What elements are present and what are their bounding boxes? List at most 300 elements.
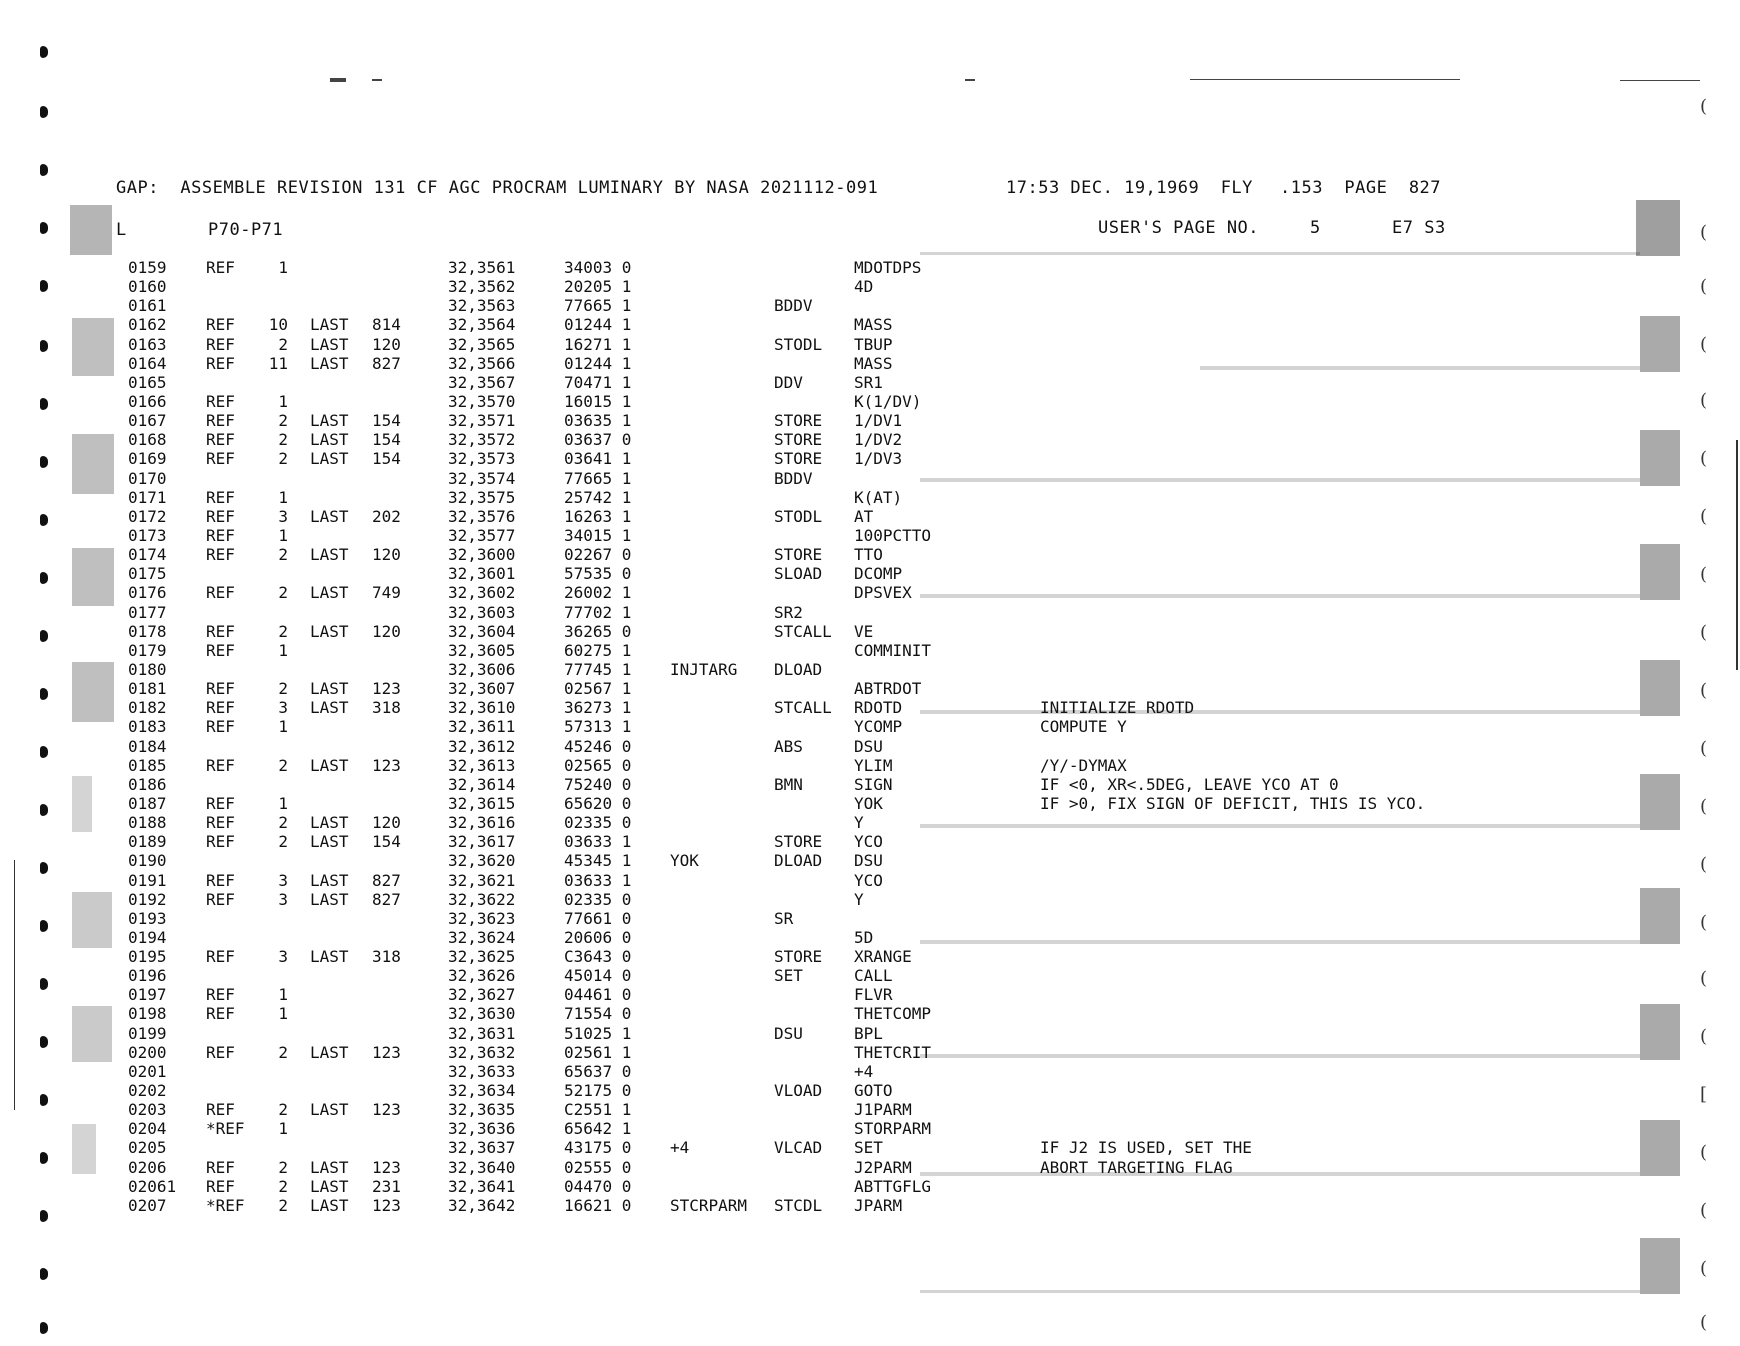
octal-code: 77702 1 [564, 602, 632, 622]
line-number: 0166 [128, 391, 167, 411]
binder-hole [40, 164, 48, 176]
opcode: BDDV [774, 468, 813, 488]
ref-flag: REF [206, 698, 235, 718]
right-margin-mark: ( [1700, 1026, 1708, 1047]
ref-count: 1 [278, 258, 288, 277]
address: 32,3570 [448, 391, 516, 411]
operand: J1PARM [854, 1100, 912, 1120]
ref-flag: REF [206, 1100, 235, 1120]
last-label: LAST [310, 870, 349, 890]
right-margin-mark: ( [1700, 506, 1708, 527]
ref-count: 2 [278, 449, 288, 469]
opcode: STCDL [774, 1195, 823, 1215]
opcode: SLOAD [774, 564, 823, 584]
scan-noise [1200, 366, 1640, 370]
address: 32,3562 [448, 277, 516, 297]
line-number: 0189 [128, 832, 167, 852]
ref-flag: REF [206, 334, 235, 354]
octal-code: C3643 0 [564, 947, 632, 967]
address: 32,3610 [448, 698, 516, 718]
ref-flag: REF [206, 832, 235, 852]
operand: DSU [854, 736, 883, 756]
address: 32,3635 [448, 1100, 516, 1120]
ref-flag: REF [206, 411, 235, 431]
opcode: STCALL [774, 698, 832, 718]
comment: IF <0, XR<.5DEG, LEAVE YCO AT 0 [1040, 774, 1339, 794]
right-margin-mark: ( [1700, 390, 1708, 411]
ref-flag: REF [206, 545, 235, 565]
ref-count: 2 [278, 430, 288, 450]
ref-count: 1 [278, 985, 288, 1005]
user-page-number: 5 [1310, 218, 1321, 238]
octal-code: 16271 1 [564, 334, 632, 354]
address: 32,3605 [448, 640, 516, 660]
ref-count: 3 [278, 947, 288, 967]
line-number: 0192 [128, 889, 167, 909]
octal-code: 03633 1 [564, 870, 632, 890]
ref-flag: REF [206, 717, 235, 737]
opcode: ABS [774, 736, 803, 756]
operand: Y [854, 813, 864, 833]
ref-count: 1 [278, 717, 288, 737]
address: 32,3630 [448, 1004, 516, 1024]
listing-row [0, 315, 1740, 334]
binder-hole [40, 398, 48, 410]
binder-hole [40, 1152, 48, 1164]
operand: YCO [854, 832, 883, 852]
line-number: 0170 [128, 468, 167, 488]
ref-flag: REF [206, 889, 235, 909]
address: 32,3642 [448, 1195, 516, 1215]
operand: SIGN [854, 774, 893, 794]
line-number: 0191 [128, 870, 167, 890]
scan-noise [920, 1290, 1640, 1293]
scan-noise [920, 478, 1640, 482]
ref-count: 1 [278, 640, 288, 660]
scan-noise [920, 1054, 1640, 1058]
right-margin-mark: ( [1700, 276, 1708, 297]
address: 32,3561 [448, 258, 516, 277]
scan-noise [72, 662, 114, 722]
right-margin-mark: ( [1700, 1312, 1708, 1333]
octal-code: 71554 0 [564, 1004, 632, 1024]
octal-code: 77665 1 [564, 468, 632, 488]
operand: CALL [854, 966, 893, 986]
octal-code: 02561 1 [564, 1042, 632, 1062]
octal-code: 75240 0 [564, 774, 632, 794]
line-number: 0179 [128, 640, 167, 660]
ref-count: 2 [278, 1157, 288, 1177]
last-label: LAST [310, 889, 349, 909]
last-page: 154 [372, 411, 401, 431]
last-label: LAST [310, 621, 349, 641]
listing-row [0, 737, 1740, 756]
operand: ABTTGFLG [854, 1176, 932, 1196]
address: 32,3577 [448, 525, 516, 545]
opcode: STODL [774, 334, 823, 354]
octal-code: 26002 1 [564, 583, 632, 603]
listing-row [0, 545, 1740, 564]
address: 32,3600 [448, 545, 516, 565]
right-margin-mark: ( [1700, 680, 1708, 701]
operand: FLVR [854, 985, 893, 1005]
user-page-label: USER'S PAGE NO. [1098, 218, 1260, 238]
ref-flag: REF [206, 947, 235, 967]
binder-hole [40, 1210, 48, 1222]
operand: THETCOMP [854, 1004, 932, 1024]
octal-code: 77745 1 [564, 659, 632, 679]
opcode: DLOAD [774, 659, 823, 679]
address: 32,3623 [448, 908, 516, 928]
last-page: 827 [372, 353, 401, 373]
ref-count: 1 [278, 793, 288, 813]
octal-code: 02567 1 [564, 679, 632, 699]
scan-noise [1640, 316, 1680, 372]
operand: THETCRIT [854, 1042, 932, 1062]
listing-row [0, 1138, 1740, 1157]
last-label: LAST [310, 449, 349, 469]
scan-noise [1640, 430, 1680, 486]
opcode: STORE [774, 947, 823, 967]
octal-code: C2551 1 [564, 1100, 632, 1120]
opcode: STORE [774, 449, 823, 469]
binder-hole [40, 688, 48, 700]
operand: Y [854, 889, 864, 909]
address: 32,3572 [448, 430, 516, 450]
listing-timestamp: 17:53 DEC. 19,1969 FLY [1006, 178, 1253, 198]
listing-row [0, 698, 1740, 717]
operand: RDOTD [854, 698, 903, 718]
listing-row [0, 660, 1740, 679]
last-label: LAST [310, 506, 349, 526]
opcode: VLCAD [774, 1138, 823, 1158]
line-number: 0206 [128, 1157, 167, 1177]
octal-code: 02555 0 [564, 1157, 632, 1177]
octal-code: 52175 0 [564, 1081, 632, 1101]
last-label: LAST [310, 947, 349, 967]
scan-edge [14, 860, 15, 1110]
operand: DPSVEX [854, 583, 912, 603]
octal-code: 03633 1 [564, 832, 632, 852]
listing-row [0, 871, 1740, 890]
scan-noise [1636, 200, 1680, 256]
octal-code: 51025 1 [564, 1023, 632, 1043]
line-number: 0207 [128, 1195, 167, 1215]
ref-count: 2 [278, 1176, 288, 1196]
last-page: 202 [372, 506, 401, 526]
listing-row [0, 622, 1740, 641]
ref-flag: REF [206, 449, 235, 469]
address: 32,3566 [448, 353, 516, 373]
line-number: 0190 [128, 851, 167, 871]
octal-code: 02335 0 [564, 889, 632, 909]
right-margin-mark: ( [1700, 222, 1708, 243]
program-name: P70-P71 [208, 220, 284, 240]
ref-count: 1 [278, 1119, 288, 1139]
address: 32,3565 [448, 334, 516, 354]
octal-code: 01244 1 [564, 353, 632, 373]
ref-flag: REF [206, 487, 235, 507]
ref-count: 2 [278, 411, 288, 431]
opcode: DLOAD [774, 851, 823, 871]
line-number: 0203 [128, 1100, 167, 1120]
binder-hole [40, 340, 48, 352]
scan-mark [1620, 80, 1700, 81]
listing-row [0, 966, 1740, 985]
last-page: 749 [372, 583, 401, 603]
scan-mark [372, 79, 382, 81]
last-page: 123 [372, 1195, 401, 1215]
opcode: STORE [774, 545, 823, 565]
address: 32,3602 [448, 583, 516, 603]
ref-count: 2 [278, 832, 288, 852]
operand: K(1/DV) [854, 391, 922, 411]
line-number: 0205 [128, 1138, 167, 1158]
scan-noise [920, 824, 1640, 828]
opcode: SR2 [774, 602, 803, 622]
binder-hole [40, 920, 48, 932]
operand: COMMINIT [854, 640, 932, 660]
ref-count: 10 [268, 315, 288, 335]
last-page: 120 [372, 334, 401, 354]
listing-row [0, 909, 1740, 928]
operand: DCOMP [854, 564, 903, 584]
address: 32,3637 [448, 1138, 516, 1158]
operand: AT [854, 506, 874, 526]
listing-row [0, 1177, 1740, 1196]
octal-code: 25742 1 [564, 487, 632, 507]
last-label: LAST [310, 583, 349, 603]
address: 32,3611 [448, 717, 516, 737]
right-margin-mark: ( [1700, 854, 1708, 875]
last-page: 154 [372, 449, 401, 469]
scan-noise [1640, 544, 1680, 600]
last-label: LAST [310, 334, 349, 354]
ref-count: 3 [278, 889, 288, 909]
comment: COMPUTE Y [1040, 717, 1127, 737]
line-number: 0180 [128, 659, 167, 679]
line-number: 0194 [128, 927, 167, 947]
line-number: 0202 [128, 1081, 167, 1101]
last-page: 120 [372, 621, 401, 641]
address: 32,3576 [448, 506, 516, 526]
operand: ABTRDOT [854, 679, 922, 699]
last-label: LAST [310, 315, 349, 335]
comment: IF J2 IS USED, SET THE [1040, 1138, 1252, 1158]
line-number: 0177 [128, 602, 167, 622]
scan-noise [72, 1006, 112, 1062]
address: 32,3627 [448, 985, 516, 1005]
ref-count: 3 [278, 870, 288, 890]
right-margin-mark: ( [1700, 1258, 1708, 1279]
right-margin-mark: ( [1700, 912, 1708, 933]
operand: MASS [854, 353, 893, 373]
scan-mark [965, 79, 975, 81]
scan-mark [1190, 79, 1460, 80]
address: 32,3607 [448, 679, 516, 699]
line-number: 0164 [128, 353, 167, 373]
ref-flag: REF [206, 353, 235, 373]
ref-flag: REF [206, 525, 235, 545]
line-number: 0162 [128, 315, 167, 335]
octal-code: 03635 1 [564, 411, 632, 431]
address: 32,3604 [448, 621, 516, 641]
octal-code: 04461 0 [564, 985, 632, 1005]
octal-code: 57313 1 [564, 717, 632, 737]
listing-row [0, 717, 1740, 736]
line-number: 0188 [128, 813, 167, 833]
line-number: 0167 [128, 411, 167, 431]
listing-title: GAP: ASSEMBLE REVISION 131 CF AGC PROCRAM LUMINARY BY NASA 2021112-091 [116, 178, 879, 198]
octal-code: 36273 1 [564, 698, 632, 718]
listing-row [0, 813, 1740, 832]
scan-edge [1736, 440, 1738, 670]
assembly-listing [0, 258, 1740, 1215]
address: 32,3603 [448, 602, 516, 622]
line-number: 0159 [128, 258, 167, 277]
operand: TTO [854, 545, 883, 565]
line-number: 0187 [128, 793, 167, 813]
last-label: LAST [310, 1157, 349, 1177]
octal-code: 43175 0 [564, 1138, 632, 1158]
line-number: 0175 [128, 564, 167, 584]
binder-hole [40, 1036, 48, 1048]
scan-noise [1640, 1238, 1680, 1294]
operand: 1/DV1 [854, 411, 903, 431]
listing-row [0, 1062, 1740, 1081]
last-label: LAST [310, 832, 349, 852]
line-number: 0184 [128, 736, 167, 756]
line-number: 0161 [128, 296, 167, 316]
octal-code: 03637 0 [564, 430, 632, 450]
listing-row [0, 832, 1740, 851]
octal-code: 16621 0 [564, 1195, 632, 1215]
last-label: LAST [310, 698, 349, 718]
listing-row [0, 756, 1740, 775]
octal-code: 45345 1 [564, 851, 632, 871]
ref-count: 2 [278, 1100, 288, 1120]
opcode: BMN [774, 774, 803, 794]
octal-code: 57535 0 [564, 564, 632, 584]
ref-count: 2 [278, 545, 288, 565]
octal-code: 02335 0 [564, 813, 632, 833]
address: 32,3641 [448, 1176, 516, 1196]
ref-flag: REF [206, 1176, 235, 1196]
line-number: 0169 [128, 449, 167, 469]
ref-count: 3 [278, 698, 288, 718]
ref-flag: REF [206, 391, 235, 411]
operand: GOTO [854, 1081, 893, 1101]
ref-flag: REF [206, 583, 235, 603]
operand: +4 [854, 1061, 874, 1081]
octal-code: 34015 1 [564, 525, 632, 545]
octal-code: 77665 1 [564, 296, 632, 316]
octal-code: 60275 1 [564, 640, 632, 660]
address: 32,3634 [448, 1081, 516, 1101]
scan-noise [72, 1124, 96, 1174]
ref-count: 11 [268, 353, 288, 373]
line-number: 0197 [128, 985, 167, 1005]
listing-page-number: .153 PAGE 827 [1280, 178, 1442, 198]
scan-noise [1640, 774, 1680, 830]
operand: J2PARM [854, 1157, 912, 1177]
binder-hole [40, 222, 48, 234]
listing-row [0, 411, 1740, 430]
ref-flag: REF [206, 793, 235, 813]
operand: VE [854, 621, 874, 641]
address: 32,3567 [448, 372, 516, 392]
listing-row [0, 1100, 1740, 1119]
last-page: 154 [372, 832, 401, 852]
scan-noise [1640, 660, 1680, 716]
right-margin-mark: ( [1700, 796, 1708, 817]
listing-row [0, 794, 1740, 813]
operand: BPL [854, 1023, 883, 1043]
ref-flag: REF [206, 679, 235, 699]
operand: TBUP [854, 334, 893, 354]
last-label: LAST [310, 1042, 349, 1062]
address: 32,3620 [448, 851, 516, 871]
last-page: 814 [372, 315, 401, 335]
operand: 100PCTTO [854, 525, 932, 545]
right-margin-mark: [ [1700, 1084, 1708, 1105]
listing-row [0, 890, 1740, 909]
last-page: 123 [372, 1100, 401, 1120]
opcode: STORE [774, 832, 823, 852]
ref-count: 3 [278, 506, 288, 526]
last-label: LAST [310, 813, 349, 833]
operand: YCO [854, 870, 883, 890]
last-label: LAST [310, 430, 349, 450]
operand: STORPARM [854, 1119, 932, 1139]
ref-count: 2 [278, 583, 288, 603]
octal-code: 36265 0 [564, 621, 632, 641]
octal-code: 02565 0 [564, 755, 632, 775]
line-number: 0185 [128, 755, 167, 775]
comment: IF >0, FIX SIGN OF DEFICIT, THIS IS YCO. [1040, 793, 1426, 813]
operand: JPARM [854, 1195, 903, 1215]
binder-hole [40, 1268, 48, 1280]
ref-flag: REF [206, 1157, 235, 1177]
listing-row [0, 1043, 1740, 1062]
scan-noise [920, 252, 1640, 255]
ref-flag: REF [206, 640, 235, 660]
scan-noise [72, 776, 92, 832]
opcode: VLOAD [774, 1081, 823, 1101]
address: 32,3621 [448, 870, 516, 890]
line-number: 0160 [128, 277, 167, 297]
listing-row [0, 928, 1740, 947]
opcode: STODL [774, 506, 823, 526]
right-margin-mark: ( [1700, 564, 1708, 585]
listing-row [0, 679, 1740, 698]
last-label: LAST [310, 1100, 349, 1120]
listing-row [0, 1196, 1740, 1215]
line-number: 0163 [128, 334, 167, 354]
scan-noise [920, 940, 1640, 944]
operand: YOK [854, 793, 883, 813]
last-label: LAST [310, 411, 349, 431]
symbol-label: STCRPARM [670, 1195, 748, 1215]
octal-code: 20606 0 [564, 927, 632, 947]
ref-flag: REF [206, 1004, 235, 1024]
listing-row [0, 258, 1740, 277]
line-number: 0201 [128, 1061, 167, 1081]
ref-flag: *REF [206, 1195, 245, 1215]
octal-code: 34003 0 [564, 258, 632, 277]
opcode: STORE [774, 411, 823, 431]
last-page: 827 [372, 889, 401, 909]
